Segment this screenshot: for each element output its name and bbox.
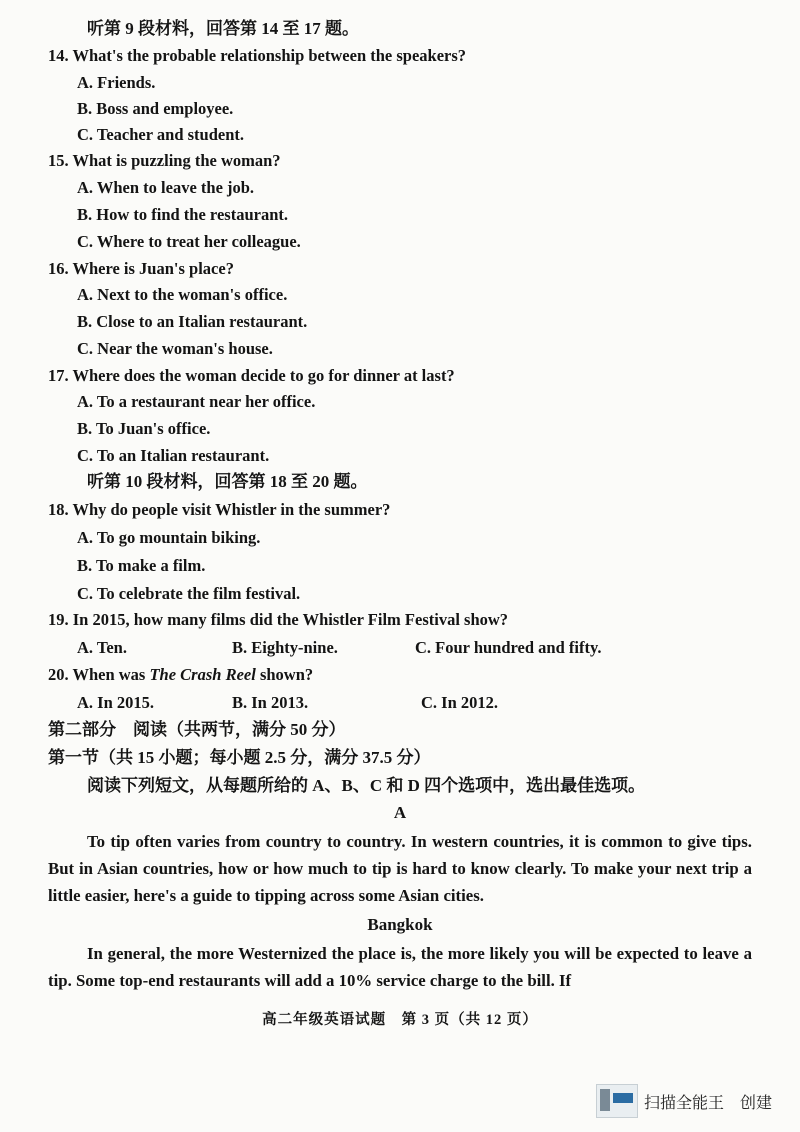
q17-option-b: B. To Juan's office. — [77, 419, 211, 438]
watermark-text: 扫描全能王 创建 — [644, 1092, 773, 1112]
listening-intro-9: 听第 9 段材料，回答第 14 至 17 题。 — [87, 19, 359, 38]
scanner-logo-icon — [596, 1084, 638, 1118]
q14-option-b: B. Boss and employee. — [77, 99, 234, 118]
q15-option-a: A. When to leave the job. — [77, 178, 255, 197]
q19-option-b: B. Eighty-nine. — [232, 638, 338, 657]
q20-option-c: C. In 2012. — [421, 693, 499, 712]
reading-section-title: 第一节（共 15 小题；每小题 2.5 分，满分 37.5 分） — [48, 748, 431, 767]
q20-text-after: shown? — [255, 665, 314, 684]
question-15: 15. What is puzzling the woman? — [48, 151, 281, 170]
q17-option-a: A. To a restaurant near her office. — [77, 392, 316, 411]
q16-option-c: C. Near the woman's house. — [77, 339, 273, 358]
q16-option-a: A. Next to the woman's office. — [77, 285, 288, 304]
passage-heading: Bangkok — [367, 915, 433, 934]
q15-option-b: B. How to find the restaurant. — [77, 205, 288, 224]
question-17: 17. Where does the woman decide to go for dinner at last? — [48, 366, 455, 385]
question-19: 19. In 2015, how many films did the Whistler Film Festival show? — [48, 610, 509, 629]
q18-option-c: C. To celebrate the film festival. — [77, 584, 301, 603]
page-footer: 高二年级英语试题 第 3 页（共 12 页） — [262, 1012, 538, 1028]
q18-option-a: A. To go mountain biking. — [77, 528, 261, 547]
q19-option-a: A. Ten. — [77, 638, 127, 657]
question-18: 18. Why do people visit Whistler in the summer? — [48, 500, 391, 519]
q15-option-c: C. Where to treat her colleague. — [77, 232, 301, 251]
q16-option-b: B. Close to an Italian restaurant. — [77, 312, 308, 331]
q14-option-c: C. Teacher and student. — [77, 125, 245, 144]
question-14: 14. What's the probable relationship between the speakers? — [48, 46, 467, 65]
passage-paragraph-1: To tip often varies from country to country. In western countries, it is common to give tips. But in Asian countries, how or how much to tip is hard to know clearly. To make your next trip a little easier, here's a guide to tipping across some Asian cities. — [48, 832, 752, 905]
q20-film-title: The Crash Reel — [149, 665, 256, 684]
q17-option-c: C. To an Italian restaurant. — [77, 446, 270, 465]
scanner-watermark — [596, 1084, 772, 1118]
passage-paragraph-2: In general, the more Westernized the place is, the more likely you will be expected to leave a tip. Some top-end restaurants will add a 10% service charge to the bill. If — [48, 944, 752, 990]
q20-text-before: 20. When was — [48, 665, 150, 684]
q14-option-a: A. Friends. — [77, 73, 156, 92]
question-20 — [48, 665, 313, 685]
listening-intro-10: 听第 10 段材料，回答第 18 至 20 题。 — [87, 472, 368, 491]
reading-part-title: 第二部分 阅读（共两节，满分 50 分） — [48, 720, 346, 739]
q18-option-b: B. To make a film. — [77, 556, 206, 575]
q20-option-b: B. In 2013. — [232, 693, 309, 712]
q20-option-a: A. In 2015. — [77, 693, 155, 712]
q19-option-c: C. Four hundred and fifty. — [415, 638, 602, 657]
passage-label: A — [393, 803, 407, 822]
question-16: 16. Where is Juan's place? — [48, 259, 234, 278]
reading-instruction: 阅读下列短文，从每题所给的 A、B、C 和 D 四个选项中，选出最佳选项。 — [87, 776, 646, 795]
